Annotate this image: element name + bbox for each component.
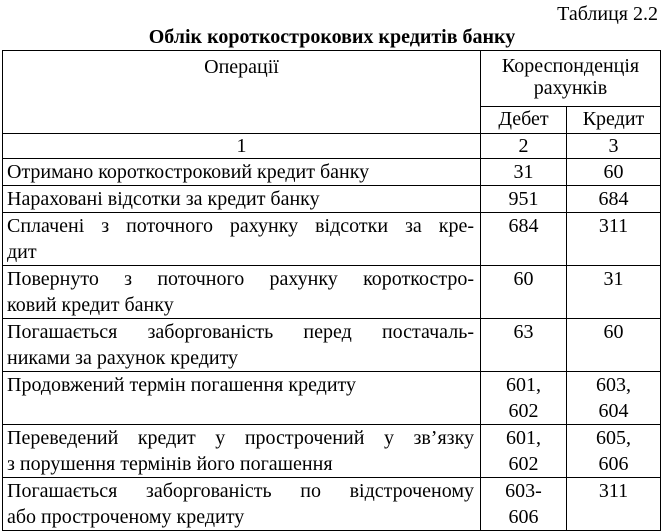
operation-cell [3, 213, 481, 266]
table-row [3, 213, 661, 266]
debit-cell [481, 425, 567, 478]
credit-cell [567, 186, 661, 213]
header-row [3, 51, 661, 107]
debit-value: 602 [508, 400, 539, 422]
credit-value: 60 [603, 321, 624, 343]
header-correspondence-line1: Кореспонденція [501, 55, 640, 77]
table-title: Облік короткострокових кредитів банку [148, 26, 516, 48]
debit-value: 31 [513, 161, 534, 183]
debit-value: 601, [506, 374, 541, 396]
debit-cell [481, 266, 567, 319]
header-credit: Кредит [567, 107, 661, 134]
column-number-1: 1 [3, 134, 481, 159]
debit-cell [481, 159, 567, 186]
operation-cell [3, 159, 481, 186]
table-body [3, 159, 661, 531]
credit-cell [567, 372, 661, 425]
operation-line: ковий кредит банку [7, 294, 174, 316]
debit-value: 63 [513, 321, 534, 343]
operation-line: Отримано короткостроковий кредит банку [7, 161, 370, 183]
operation-line: Погашається заборгованість перед постачаль- [7, 321, 474, 343]
credit-value: 311 [598, 215, 629, 237]
table-row [3, 159, 661, 186]
debit-value: 951 [508, 188, 539, 210]
debit-value: 606 [508, 506, 539, 528]
debit-cell [481, 319, 567, 372]
operation-line: або простроченому кредиту [7, 506, 245, 528]
debit-cell [481, 478, 567, 531]
credit-value: 31 [603, 268, 624, 290]
operation-line: Погашається заборгованість по відстроченому [7, 480, 474, 502]
header-operations: Операції [3, 51, 481, 134]
header-debit: Дебет [481, 107, 567, 134]
operation-line: Сплачені з поточного рахунку відсотки за кре- [7, 215, 474, 237]
table-row [3, 319, 661, 372]
credit-value: 604 [598, 400, 629, 422]
debit-cell [481, 372, 567, 425]
operation-line: Переведений кредит у прострочений у зв’язку [7, 427, 474, 449]
column-number-2: 2 [481, 134, 567, 159]
operation-line: дит [7, 241, 37, 263]
debit-value: 602 [508, 453, 539, 475]
debit-cell [481, 213, 567, 266]
credit-cell [567, 159, 661, 186]
credit-cell [567, 213, 661, 266]
credit-value: 311 [598, 480, 629, 502]
credit-value: 605, [596, 427, 631, 449]
debit-value: 601, [506, 427, 541, 449]
operation-line: Повернуто з поточного рахунку короткостро- [7, 268, 474, 290]
table-row [3, 372, 661, 425]
table-row [3, 425, 661, 478]
credit-cell [567, 266, 661, 319]
debit-value: 603- [505, 480, 542, 502]
credit-cell [567, 319, 661, 372]
operation-cell [3, 478, 481, 531]
credit-value: 603, [596, 374, 631, 396]
operation-line: Нараховані відсотки за кредит банку [7, 188, 320, 210]
operation-cell [3, 425, 481, 478]
table-row [3, 266, 661, 319]
operation-line: Продовжений термін погашення кредиту [7, 374, 357, 396]
debit-value: 60 [513, 268, 534, 290]
credit-value: 606 [598, 453, 629, 475]
operation-cell [3, 266, 481, 319]
table-row [3, 478, 661, 531]
table-number: Таблиця 2.2 [557, 3, 658, 25]
operation-cell [3, 319, 481, 372]
debit-value: 684 [508, 215, 539, 237]
credit-cell [567, 425, 661, 478]
header-correspondence-line2: рахунків [533, 77, 608, 99]
operation-line: никами за рахунок кредиту [7, 347, 239, 369]
column-number-row [3, 134, 661, 159]
operation-line: з порушення термінів його погашення [7, 453, 333, 475]
header-correspondence [481, 51, 661, 107]
column-number-3: 3 [567, 134, 661, 159]
credit-value: 684 [598, 188, 629, 210]
operation-cell [3, 186, 481, 213]
credit-value: 60 [603, 161, 624, 183]
operation-cell [3, 372, 481, 425]
ledger-table [2, 50, 661, 531]
table-row [3, 186, 661, 213]
debit-cell [481, 186, 567, 213]
credit-cell [567, 478, 661, 531]
